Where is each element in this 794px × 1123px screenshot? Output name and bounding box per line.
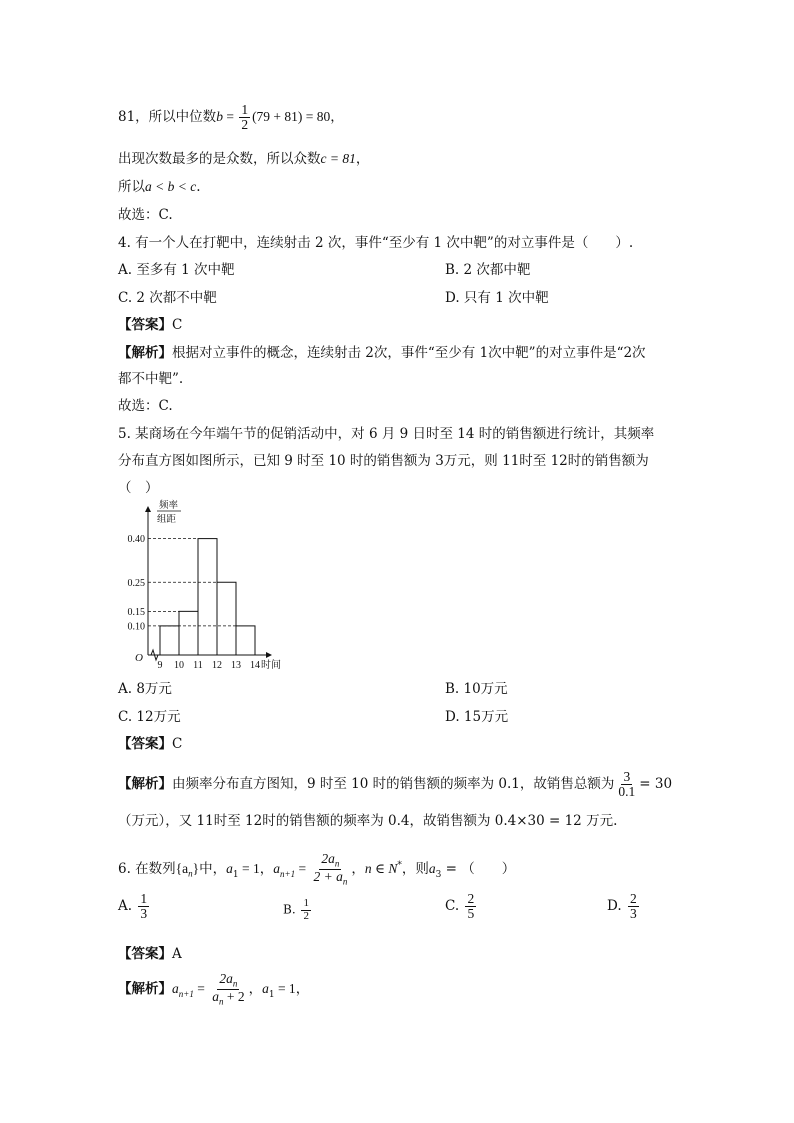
a3-tail: = （ ） xyxy=(441,861,516,878)
answer-tag: 【答案】 xyxy=(118,736,172,752)
frac-num xyxy=(217,972,239,990)
median-text: 81，所以中位数 xyxy=(118,109,217,126)
q4-answer xyxy=(118,313,182,333)
choose-line: 故选：C. xyxy=(118,207,173,223)
q5-option-c: C. 12万元 xyxy=(118,709,181,725)
option-frac xyxy=(465,892,476,921)
an1: a xyxy=(273,861,280,877)
frac-den xyxy=(311,870,349,887)
q4-option-c: C. 2 次都不中靶 xyxy=(118,290,217,306)
option-letter: D. xyxy=(607,898,622,915)
y-tick-label: 0.10 xyxy=(127,621,145,633)
q6-option-b xyxy=(283,898,313,922)
q5-stem-1: 5. 某商场在今年端午节的促销活动中，对 6 月 9 日时至 14 时的销售额进行统计，其频率 xyxy=(118,426,655,442)
frac-num-sub: n xyxy=(232,978,238,989)
y-tick-label: 0.25 xyxy=(127,577,145,589)
histogram-bar xyxy=(236,626,255,655)
q4-stem: 4. 有一个人在打靶中，连续射击 2 次，事件“至少有 1 次中靶”的对立事件是（ ）. xyxy=(118,235,634,251)
frac-num: 2 xyxy=(629,891,637,906)
a1: a xyxy=(226,861,233,877)
q6-analysis xyxy=(118,972,309,1007)
frac-num-text: 2a xyxy=(321,851,335,866)
analysis-tag: 【解析】 xyxy=(118,345,172,361)
q5-analysis-cont: （万元），又 11时至 12时的销售额的频率为 0.4，故销售额为 0.4×30 = 12 万元. xyxy=(118,813,618,829)
q4-choose: 故选：C. xyxy=(118,398,173,414)
q5-option-b: B. 10万元 xyxy=(445,681,508,697)
a3: a xyxy=(428,861,436,877)
frac-num: 3 xyxy=(623,769,631,784)
then: ，则 xyxy=(401,861,429,878)
answer-value: C xyxy=(172,317,183,333)
sep: ， xyxy=(295,981,310,998)
q6-mid: 中， xyxy=(199,861,227,878)
half-fraction xyxy=(239,103,250,132)
an1-sub: n+1 xyxy=(280,868,296,879)
frac-den-tail: + 2 xyxy=(223,989,245,1005)
y-tick-label: 0.15 xyxy=(127,606,145,618)
frac-den: 3 xyxy=(629,906,637,922)
x-tick-label: 9 xyxy=(157,660,163,671)
a3-sub: 3 xyxy=(435,869,442,880)
frac-num: 1 xyxy=(140,891,148,906)
a1-sub: 1 xyxy=(268,989,275,1000)
sep: ， xyxy=(351,861,365,878)
seq xyxy=(175,861,200,879)
q6-option-a xyxy=(118,892,151,921)
comma: ， xyxy=(330,109,344,126)
an-eq: = xyxy=(193,981,209,997)
frac-den: 2 xyxy=(241,117,249,133)
q4-option-d: D. 只有 1 次中靶 xyxy=(445,290,549,306)
frac-den: 0.1 xyxy=(618,784,636,800)
analysis-eq: = 30 xyxy=(639,776,673,793)
n-set: n ∈ N xyxy=(364,861,398,877)
var-b: b xyxy=(216,109,223,125)
median-line xyxy=(118,103,344,132)
total-fraction xyxy=(616,770,637,799)
frac-num: 1 xyxy=(303,897,309,909)
compare-expr: a < b < c xyxy=(145,179,197,194)
x-tick-label: 13 xyxy=(231,660,241,671)
answer-tag: 【答案】 xyxy=(118,317,172,333)
recurrence-fraction xyxy=(311,852,349,887)
frac-num: 1 xyxy=(241,102,249,117)
q5-analysis xyxy=(118,770,672,799)
option-frac xyxy=(301,898,311,922)
q4-analysis-cont: 都不中靶”. xyxy=(118,371,184,387)
q6-answer xyxy=(118,942,182,962)
answer-tag: 【答案】 xyxy=(118,946,172,962)
analysis-text: 根据对立事件的概念，连续射击 2次，事件“至少有 1次中靶”的对立事件是“2次 xyxy=(172,345,646,361)
option-letter: C. xyxy=(445,898,460,915)
seq-open: {a xyxy=(175,861,189,877)
compare-line xyxy=(118,175,201,195)
y-axis-label-num: 频率 xyxy=(159,500,179,511)
x-tick-label: 10 xyxy=(174,660,184,671)
frac-den xyxy=(210,990,246,1007)
analysis-fraction xyxy=(210,972,246,1007)
mode-line xyxy=(118,147,369,167)
a1-sub: 1 xyxy=(232,869,239,880)
q4-analysis xyxy=(118,341,646,361)
y-tick-label: 0.40 xyxy=(127,534,145,546)
frac-den-sub: n xyxy=(218,996,224,1007)
frac-den: 5 xyxy=(467,906,475,922)
q6-option-c xyxy=(445,892,478,921)
analysis-tag: 【解析】 xyxy=(118,776,172,793)
answer-value: A xyxy=(172,946,182,962)
q6-option-d xyxy=(607,892,641,921)
q5-option-a: A. 8万元 xyxy=(118,681,172,697)
q4-option-b: B. 2 次都中靶 xyxy=(445,262,531,278)
frac-num xyxy=(319,852,341,870)
sep: ， xyxy=(259,861,274,878)
frac-num-text: 2a xyxy=(219,971,233,986)
mode-expr: c = 81 xyxy=(320,151,356,166)
answer-value: C xyxy=(172,736,183,752)
q6-prefix: 6. 在数列 xyxy=(118,861,176,878)
origin-label: O xyxy=(135,652,143,664)
option-letter: A. xyxy=(118,898,133,915)
y-axis-label-den: 组距 xyxy=(157,514,177,525)
sep: ， xyxy=(248,981,263,998)
analysis-tag: 【解析】 xyxy=(118,981,172,998)
frequency-histogram xyxy=(112,495,302,675)
n-set-sup: * xyxy=(397,860,402,871)
option-frac xyxy=(628,892,639,921)
histogram-bar xyxy=(179,611,198,655)
frac-den-sub: n xyxy=(342,876,348,887)
analysis-text: 由频率分布直方图知，9 时至 10 时的销售额的频率为 0.1，故销售总额为 xyxy=(172,776,615,793)
compare-text: 所以 xyxy=(118,179,145,195)
frac-num-sub: n xyxy=(334,858,340,869)
a1-eq: = 1 xyxy=(274,981,296,997)
frac-den: 3 xyxy=(140,906,148,922)
a1: a xyxy=(262,981,269,997)
an-lhs: a xyxy=(172,981,179,997)
q5-stem-2: 分布直方图如图所示，已知 9 时至 10 时的销售额为 3万元，则 11时至 12时的销售额为 xyxy=(118,453,649,469)
histogram-bar xyxy=(217,582,236,655)
comma: ， xyxy=(355,151,370,167)
seq-sub: n xyxy=(188,868,193,879)
option-letter: B. xyxy=(283,902,296,917)
period: . xyxy=(196,179,201,195)
x-tick-label: 14 xyxy=(250,660,260,671)
q6-stem xyxy=(118,852,515,887)
q4-option-a: A. 至多有 1 次中靶 xyxy=(118,262,235,278)
q5-stem-3: （ ） xyxy=(118,480,159,496)
histogram-bar xyxy=(198,539,217,655)
mode-text: 出现次数最多的是众数，所以众数 xyxy=(118,151,321,167)
seq-close: } xyxy=(192,861,200,877)
histogram-bar xyxy=(160,626,179,655)
x-tick-label: 12 xyxy=(212,660,222,671)
median-expr: (79 + 81) = 80 xyxy=(252,109,331,125)
an1-eq: = xyxy=(295,861,310,877)
q5-option-d: D. 15万元 xyxy=(445,709,509,725)
a1-eq: = 1 xyxy=(238,861,260,877)
frac-den: 2 xyxy=(303,909,309,922)
x-axis-label: 时间 xyxy=(261,660,281,671)
x-tick-label: 11 xyxy=(193,660,203,671)
frac-den-text: 2 + a xyxy=(313,869,343,885)
q5-answer xyxy=(118,732,182,752)
frac-num: 2 xyxy=(467,891,475,906)
option-frac xyxy=(138,892,149,921)
equals: = xyxy=(222,109,238,125)
frac-den-text: a xyxy=(212,989,219,1005)
an-lhs-sub: n+1 xyxy=(178,988,194,999)
